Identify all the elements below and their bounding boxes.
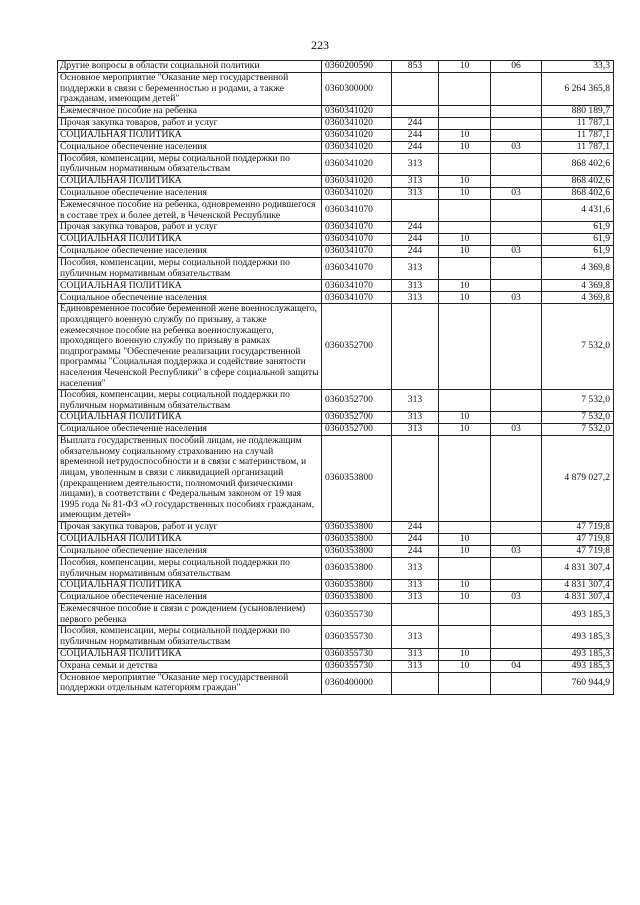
row-amount: 493 185,3 [542, 626, 614, 648]
table-row [58, 436, 614, 522]
table-row [58, 412, 614, 424]
row-name: СОЦИАЛЬНАЯ ПОЛИТИКА [58, 648, 322, 660]
row-pr: 03 [491, 187, 542, 199]
row-rz [439, 558, 491, 580]
row-rz: 10 [439, 424, 491, 436]
row-code: 0360353800 [322, 436, 392, 522]
row-rz: 10 [439, 660, 491, 672]
row-vr: 313 [392, 175, 439, 187]
row-name: Пособия, компенсации, меры социальной поддержки по публичным нормативным обязательствам [58, 153, 322, 175]
row-pr [491, 626, 542, 648]
row-pr: 03 [491, 424, 542, 436]
row-amount: 493 185,3 [542, 604, 614, 626]
row-amount: 868 402,6 [542, 175, 614, 187]
row-pr [491, 390, 542, 412]
table-row [58, 141, 614, 153]
row-rz: 10 [439, 592, 491, 604]
table-row [58, 546, 614, 558]
row-code: 0360352700 [322, 412, 392, 424]
row-code: 0360341070 [322, 234, 392, 246]
row-vr: 244 [392, 522, 439, 534]
table-row [58, 187, 614, 199]
row-rz [439, 73, 491, 106]
row-name: Ежемесячное пособие на ребенка, одновременно родившегося в составе трех и более детей, в Чеченской Республике [58, 199, 322, 221]
row-rz: 10 [439, 175, 491, 187]
row-pr [491, 648, 542, 660]
row-amount: 33,3 [542, 61, 614, 73]
row-code: 0360341070 [322, 292, 392, 304]
row-amount: 7 532,0 [542, 412, 614, 424]
row-code: 0360355730 [322, 660, 392, 672]
table-row [58, 580, 614, 592]
row-code: 0360353800 [322, 558, 392, 580]
table-row [58, 222, 614, 234]
table-row [58, 558, 614, 580]
row-code: 0360353800 [322, 546, 392, 558]
row-vr: 313 [392, 153, 439, 175]
row-rz: 10 [439, 412, 491, 424]
row-code: 0360353800 [322, 580, 392, 592]
row-vr: 313 [392, 390, 439, 412]
row-code: 0360355730 [322, 648, 392, 660]
row-vr: 313 [392, 280, 439, 292]
row-code: 0360352700 [322, 424, 392, 436]
row-name: Социальное обеспечение населения [58, 546, 322, 558]
row-code: 0360200590 [322, 61, 392, 73]
row-code: 0360352700 [322, 304, 392, 390]
row-name: Другие вопросы в области социальной политики [58, 61, 322, 73]
row-name: Социальное обеспечение населения [58, 187, 322, 199]
table-row [58, 129, 614, 141]
row-code: 0360341070 [322, 199, 392, 221]
row-pr: 03 [491, 141, 542, 153]
row-rz: 10 [439, 534, 491, 546]
table-row [58, 292, 614, 304]
row-amount: 7 532,0 [542, 424, 614, 436]
row-amount: 11 787,1 [542, 117, 614, 129]
table-row [58, 153, 614, 175]
row-rz: 10 [439, 129, 491, 141]
row-amount: 61,9 [542, 234, 614, 246]
row-name: Социальное обеспечение населения [58, 292, 322, 304]
row-name: СОЦИАЛЬНАЯ ПОЛИТИКА [58, 412, 322, 424]
row-name: Ежемесячное пособие в связи с рождением (усыновлением) первого ребенка [58, 604, 322, 626]
row-vr: 313 [392, 592, 439, 604]
row-vr: 244 [392, 234, 439, 246]
row-pr [491, 672, 542, 694]
table-row [58, 246, 614, 258]
row-vr: 313 [392, 292, 439, 304]
row-amount: 4 369,8 [542, 292, 614, 304]
row-code: 0360341070 [322, 258, 392, 280]
row-rz [439, 199, 491, 221]
row-rz [439, 105, 491, 117]
row-vr: 313 [392, 187, 439, 199]
row-name: Основное мероприятие "Оказание мер государственной поддержки отдельным категориям граждан" [58, 672, 322, 694]
row-rz: 10 [439, 234, 491, 246]
row-amount: 4 369,8 [542, 258, 614, 280]
row-pr [491, 604, 542, 626]
budget-table-body [58, 61, 614, 695]
row-code: 0360341020 [322, 153, 392, 175]
row-rz [439, 436, 491, 522]
row-code: 0360341070 [322, 222, 392, 234]
row-vr: 313 [392, 412, 439, 424]
table-row [58, 604, 614, 626]
row-rz: 10 [439, 648, 491, 660]
row-amount: 7 532,0 [542, 304, 614, 390]
row-rz: 10 [439, 280, 491, 292]
row-pr [491, 234, 542, 246]
row-rz [439, 304, 491, 390]
row-amount: 7 532,0 [542, 390, 614, 412]
row-rz: 10 [439, 141, 491, 153]
row-code: 0360341020 [322, 117, 392, 129]
row-pr [491, 580, 542, 592]
row-vr: 313 [392, 558, 439, 580]
row-code: 0360400000 [322, 672, 392, 694]
row-pr [491, 258, 542, 280]
row-pr [491, 522, 542, 534]
row-amount: 61,9 [542, 246, 614, 258]
table-row [58, 73, 614, 106]
budget-table [57, 60, 614, 695]
row-pr: 03 [491, 592, 542, 604]
row-vr: 244 [392, 534, 439, 546]
table-row [58, 592, 614, 604]
row-pr: 04 [491, 660, 542, 672]
row-amount: 47 719,8 [542, 522, 614, 534]
row-vr: 313 [392, 626, 439, 648]
row-rz: 10 [439, 246, 491, 258]
row-amount: 4 879 027,2 [542, 436, 614, 522]
row-name: Социальное обеспечение населения [58, 246, 322, 258]
row-name: Единовременное пособие беременной жене военнослужащего, проходящего военную службу по призыву, а также ежемесячное пособие на ребенка военнослужащего, проходящего военную службу по призыву в рамках подпрограммы "Обеспечение реализации государственной программы "Социальная поддержка и содействие занятости населения Чеченской Республики" в сфере социальной защиты населения" [58, 304, 322, 390]
row-pr [491, 199, 542, 221]
table-row [58, 105, 614, 117]
table-row [58, 390, 614, 412]
row-pr [491, 129, 542, 141]
row-code: 0360352700 [322, 390, 392, 412]
table-row [58, 660, 614, 672]
row-pr [491, 117, 542, 129]
row-pr [491, 436, 542, 522]
row-name: СОЦИАЛЬНАЯ ПОЛИТИКА [58, 534, 322, 546]
row-name: Прочая закупка товаров, работ и услуг [58, 522, 322, 534]
row-name: СОЦИАЛЬНАЯ ПОЛИТИКА [58, 129, 322, 141]
row-amount: 493 185,3 [542, 648, 614, 660]
table-row [58, 424, 614, 436]
row-name: СОЦИАЛЬНАЯ ПОЛИТИКА [58, 280, 322, 292]
row-vr: 853 [392, 61, 439, 73]
row-pr: 03 [491, 246, 542, 258]
row-amount: 868 402,6 [542, 187, 614, 199]
row-name: Выплата государственных пособий лицам, не подлежащим обязательному социальному страхованию на случай временной нетрудоспособности и в связи с материнством, и лицам, уволенным в связи с ликвидацией организаций (прекращением деятельности, полномочий физическими лицами), в соответствии с Федеральным законом от 19 мая 1995 года № 81-ФЗ «О государственных пособиях гражданам, имеющим детей» [58, 436, 322, 522]
row-vr: 244 [392, 246, 439, 258]
row-rz [439, 626, 491, 648]
row-pr: 03 [491, 546, 542, 558]
row-name: Основное мероприятие "Оказание мер государственной поддержки в связи с беременностью и родами, а также гражданам, имеющим детей" [58, 73, 322, 106]
row-name: Социальное обеспечение населения [58, 592, 322, 604]
table-row [58, 175, 614, 187]
table-row [58, 258, 614, 280]
page-number: 223 [311, 38, 329, 52]
table-row [58, 199, 614, 221]
row-vr: 313 [392, 660, 439, 672]
row-vr [392, 73, 439, 106]
row-amount: 11 787,1 [542, 141, 614, 153]
row-vr: 313 [392, 580, 439, 592]
row-rz: 10 [439, 546, 491, 558]
row-vr: 244 [392, 117, 439, 129]
row-rz [439, 604, 491, 626]
row-rz: 10 [439, 580, 491, 592]
row-amount: 61,9 [542, 222, 614, 234]
row-amount: 493 185,3 [542, 660, 614, 672]
table-row [58, 61, 614, 73]
row-code: 0360341020 [322, 129, 392, 141]
row-rz [439, 522, 491, 534]
row-name: СОЦИАЛЬНАЯ ПОЛИТИКА [58, 175, 322, 187]
row-name: Охрана семьи и детства [58, 660, 322, 672]
row-pr [491, 175, 542, 187]
row-code: 0360355730 [322, 604, 392, 626]
table-row [58, 117, 614, 129]
row-rz: 10 [439, 292, 491, 304]
row-pr [491, 304, 542, 390]
row-name: Социальное обеспечение населения [58, 424, 322, 436]
row-code: 0360341020 [322, 187, 392, 199]
row-vr [392, 672, 439, 694]
row-amount: 47 719,8 [542, 546, 614, 558]
row-amount: 4 369,8 [542, 280, 614, 292]
row-amount: 760 944,9 [542, 672, 614, 694]
row-vr [392, 604, 439, 626]
row-code: 0360341020 [322, 175, 392, 187]
row-amount: 11 787,1 [542, 129, 614, 141]
row-vr: 244 [392, 546, 439, 558]
row-vr: 313 [392, 424, 439, 436]
row-code: 0360353800 [322, 534, 392, 546]
table-row [58, 672, 614, 694]
row-amount: 4 831 307,4 [542, 592, 614, 604]
row-amount: 47 719,8 [542, 534, 614, 546]
row-amount: 868 402,6 [542, 153, 614, 175]
row-pr [491, 105, 542, 117]
row-vr [392, 199, 439, 221]
row-pr [491, 412, 542, 424]
row-pr: 03 [491, 292, 542, 304]
row-amount: 4 831 307,4 [542, 558, 614, 580]
row-code: 0360341020 [322, 141, 392, 153]
row-name: СОЦИАЛЬНАЯ ПОЛИТИКА [58, 234, 322, 246]
row-name: Ежемесячное пособие на ребенка [58, 105, 322, 117]
row-rz [439, 672, 491, 694]
row-amount: 6 264 365,8 [542, 73, 614, 106]
row-code: 0360355730 [322, 626, 392, 648]
row-rz [439, 390, 491, 412]
table-row [58, 626, 614, 648]
row-code: 0360341070 [322, 246, 392, 258]
table-row [58, 234, 614, 246]
row-name: Пособия, компенсации, меры социальной поддержки по публичным нормативным обязательствам [58, 258, 322, 280]
row-pr [491, 558, 542, 580]
row-vr: 244 [392, 129, 439, 141]
row-rz [439, 222, 491, 234]
row-amount: 4 431,6 [542, 199, 614, 221]
row-vr: 313 [392, 258, 439, 280]
row-vr [392, 304, 439, 390]
row-pr: 06 [491, 61, 542, 73]
row-vr: 244 [392, 222, 439, 234]
row-pr [491, 153, 542, 175]
table-row [58, 534, 614, 546]
row-name: СОЦИАЛЬНАЯ ПОЛИТИКА [58, 580, 322, 592]
row-pr [491, 280, 542, 292]
row-rz: 10 [439, 187, 491, 199]
row-code: 0360353800 [322, 522, 392, 534]
row-code: 0360341020 [322, 105, 392, 117]
row-vr [392, 436, 439, 522]
row-name: Пособия, компенсации, меры социальной поддержки по публичным нормативным обязательствам [58, 626, 322, 648]
row-name: Прочая закупка товаров, работ и услуг [58, 117, 322, 129]
row-pr [491, 222, 542, 234]
row-amount: 880 189,7 [542, 105, 614, 117]
table-row [58, 648, 614, 660]
row-amount: 4 831 307,4 [542, 580, 614, 592]
row-name: Пособия, компенсации, меры социальной поддержки по публичным нормативным обязательствам [58, 558, 322, 580]
row-vr: 313 [392, 648, 439, 660]
table-row [58, 522, 614, 534]
row-rz [439, 117, 491, 129]
row-pr [491, 73, 542, 106]
row-pr [491, 534, 542, 546]
row-code: 0360300000 [322, 73, 392, 106]
row-name: Прочая закупка товаров, работ и услуг [58, 222, 322, 234]
row-rz [439, 153, 491, 175]
row-vr [392, 105, 439, 117]
row-name: Пособия, компенсации, меры социальной поддержки по публичным нормативным обязательствам [58, 390, 322, 412]
row-name: Социальное обеспечение населения [58, 141, 322, 153]
row-rz [439, 258, 491, 280]
row-vr: 244 [392, 141, 439, 153]
row-code: 0360341070 [322, 280, 392, 292]
row-code: 0360353800 [322, 592, 392, 604]
table-row [58, 280, 614, 292]
row-rz: 10 [439, 61, 491, 73]
table-row [58, 304, 614, 390]
